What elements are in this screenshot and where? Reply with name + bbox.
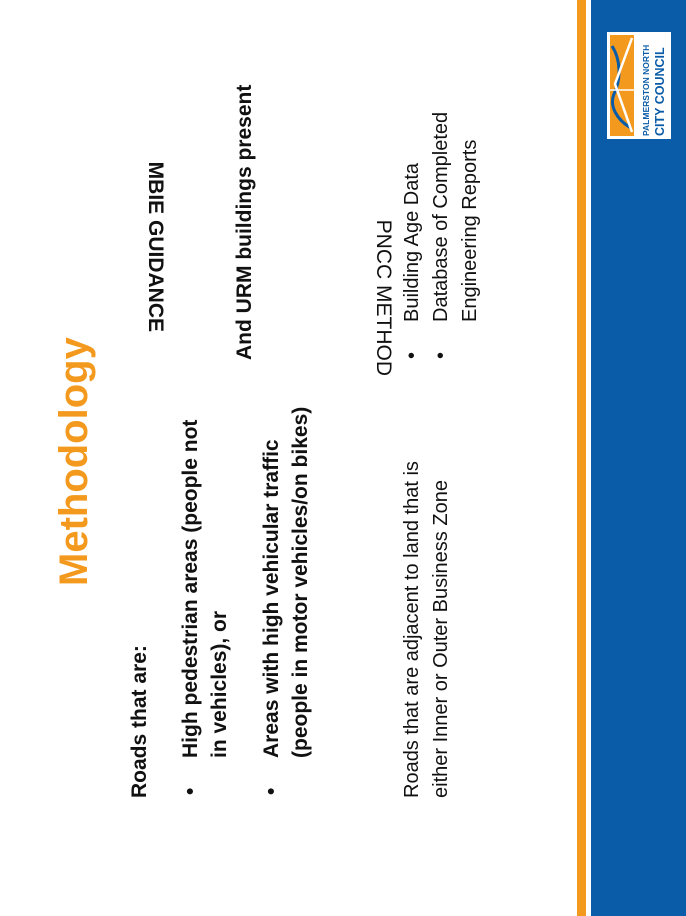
- pncc-bullet-item: [398, 29, 427, 359]
- bullet-line: Database of Completed: [430, 111, 452, 322]
- pncc-description: [398, 458, 456, 798]
- bullet-line: High pedestrian areas (people not: [179, 419, 202, 758]
- slide-title: Methodology: [52, 337, 96, 586]
- mbie-bullet-item: [257, 395, 315, 795]
- pncc-line: Roads that are adjacent to land that is: [401, 461, 423, 798]
- bullet-line: (people in motor vehicles/on bikes): [289, 406, 312, 758]
- bullet-marker: •: [260, 787, 283, 795]
- council-logo: [607, 32, 671, 139]
- bullet-marker: •: [401, 351, 423, 359]
- pncc-bullet-item: [427, 29, 485, 359]
- bullet-line: Engineering Reports: [459, 139, 481, 322]
- mbie-bullet-list: [176, 395, 338, 795]
- bullet-marker: •: [179, 787, 202, 795]
- urm-condition: And URM buildings present: [233, 84, 256, 360]
- accent-stripe: [577, 0, 586, 916]
- logo-text-line1: PALMERSTON NORTH: [641, 44, 651, 136]
- pncc-section-label: PNCC METHOD: [372, 219, 395, 376]
- mbie-bullet-item: [176, 395, 234, 795]
- bullet-line: Building Age Data: [401, 162, 423, 322]
- mbie-intro: Roads that are:: [128, 645, 151, 798]
- pncc-line: either Inner or Outer Business Zone: [430, 480, 452, 798]
- bullet-marker: •: [430, 351, 452, 359]
- logo-text-line2: CITY COUNCIL: [653, 47, 667, 136]
- bullet-line: in vehicles), or: [208, 610, 231, 758]
- mbie-section-label: MBIE GUIDANCE: [144, 161, 167, 332]
- bullet-line: Areas with high vehicular traffic: [260, 439, 283, 758]
- pncc-bullet-list: [398, 29, 485, 359]
